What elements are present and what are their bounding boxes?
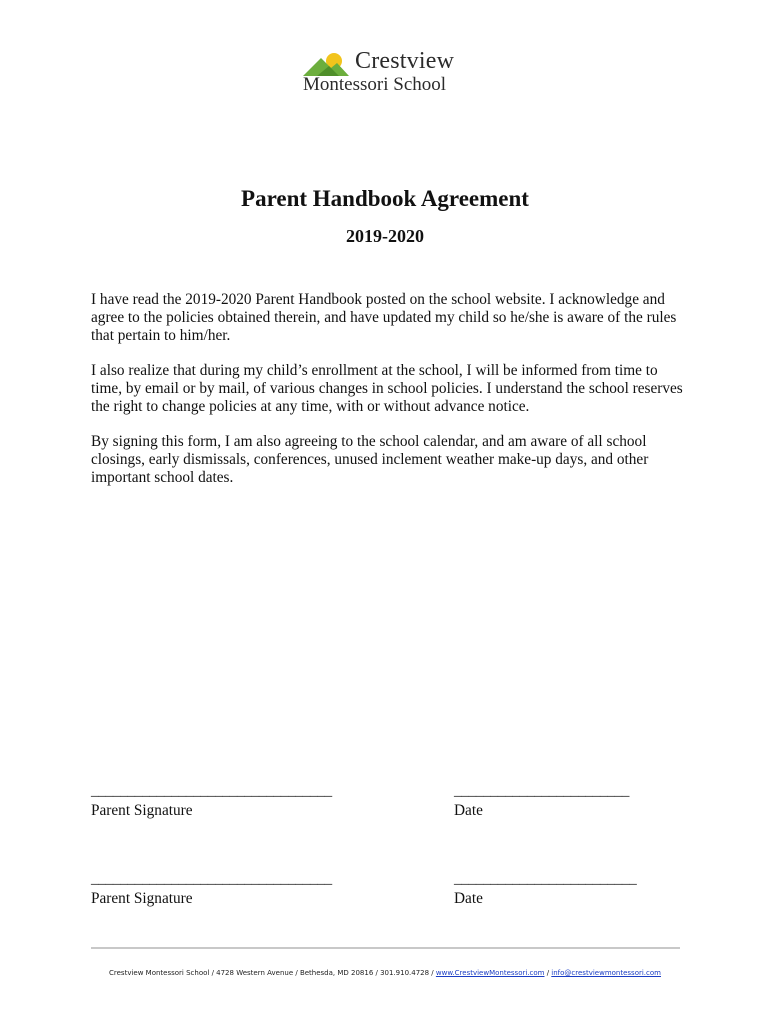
date-line-2[interactable]: _________________________ [454, 871, 637, 887]
footer-divider [91, 947, 680, 949]
logo-subname: Montessori School [303, 74, 447, 95]
school-year: 2019-2020 [346, 226, 424, 246]
paragraph-handbook: I have read the 2019-2020 Parent Handbook posted on the school website. I acknowledge and agree to the policies obtained therein, and have updated my child so he/she is aware of the rules that pertain to him/her. [91, 291, 677, 344]
date-line-1[interactable]: ________________________ [454, 783, 630, 799]
paragraph-policy-changes: I also realize that during my child’s enrollment at the school, I will be informed from time to time, by email or by mail, of various changes in school policies. I understand the school reserves the right to change policies at any time, with or without advance notice. [91, 362, 683, 415]
footer-separator: / [544, 969, 552, 977]
parent-signature-line-2[interactable]: _________________________________ [91, 871, 332, 887]
page-title: Parent Handbook Agreement [241, 186, 529, 211]
footer-email-link[interactable]: info@crestviewmontessori.com [551, 969, 661, 977]
school-logo [303, 48, 473, 98]
footer-website-link[interactable]: www.CrestviewMontessori.com [435, 969, 545, 977]
date-label-2: Date [454, 890, 483, 907]
paragraph-calendar: By signing this form, I am also agreeing to the school calendar, and am aware of all school closings, early dismissals, conferences, unused inclement weather make-up days, and other important school dates. [91, 433, 649, 486]
date-label-1: Date [454, 802, 483, 819]
parent-signature-label-1: Parent Signature [91, 802, 193, 819]
logo-name: Crestview [355, 48, 455, 74]
footer [0, 969, 770, 977]
parent-signature-line-1[interactable]: _________________________________ [91, 783, 332, 799]
footer-address: Crestview Montessori School / 4728 Western Avenue / Bethesda, MD 20816 / 301.910.4728 / [109, 969, 436, 977]
parent-signature-label-2: Parent Signature [91, 890, 193, 907]
